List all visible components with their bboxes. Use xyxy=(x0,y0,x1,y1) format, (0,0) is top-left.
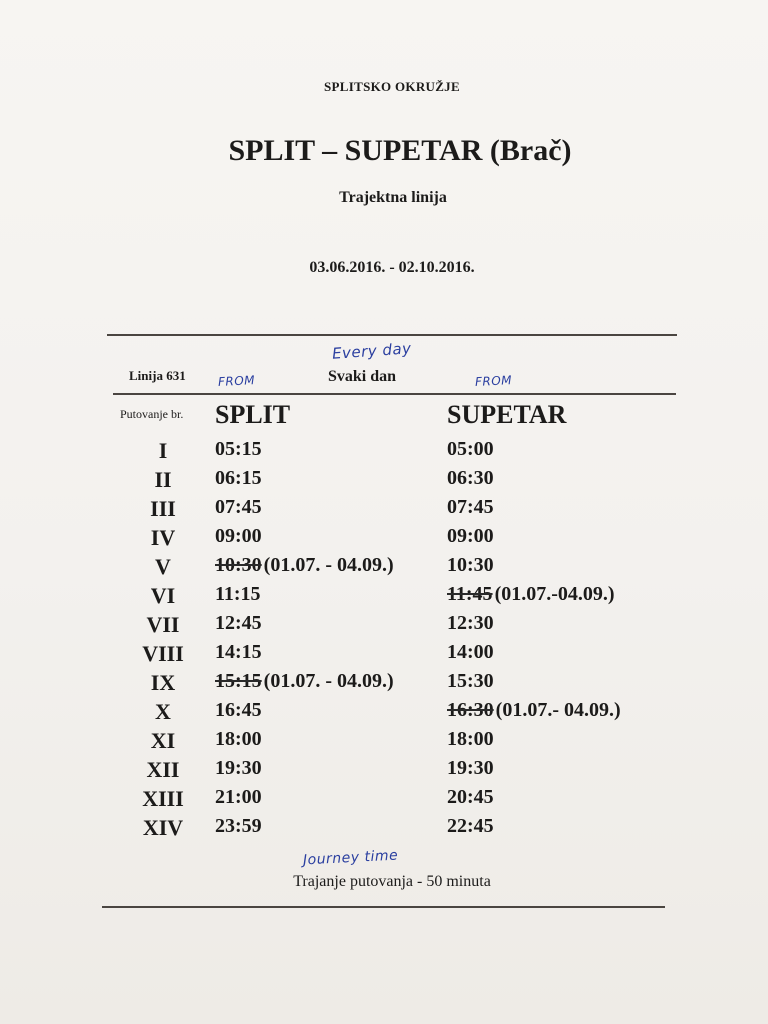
table-row xyxy=(0,496,768,525)
split-departure-cell xyxy=(215,815,262,838)
supetar-departure-time: 14:00 xyxy=(447,641,494,663)
split-departure-time: 12:45 xyxy=(215,612,262,634)
table-row xyxy=(0,438,768,467)
supetar-departure-cell xyxy=(447,815,494,838)
split-departure-time: 23:59 xyxy=(215,815,262,837)
table-row xyxy=(0,641,768,670)
split-seasonal-note: (01.07. - 04.09.) xyxy=(263,554,394,576)
departures-table xyxy=(0,438,768,844)
handwritten-from-supetar: FROM xyxy=(474,373,513,389)
table-row xyxy=(0,583,768,612)
supetar-departure-time: 22:45 xyxy=(447,815,494,837)
supetar-departure-cell xyxy=(447,641,494,664)
supetar-departure-cell xyxy=(447,583,615,606)
column-header-split: SPLIT xyxy=(215,400,291,429)
supetar-departure-time: 05:00 xyxy=(447,438,494,460)
trip-number: VIII xyxy=(142,641,184,666)
split-departure-time: 18:00 xyxy=(215,728,262,750)
supetar-departure-cell xyxy=(447,699,621,722)
supetar-departure-time: 12:30 xyxy=(447,612,494,634)
trip-number: XII xyxy=(146,757,180,782)
split-departure-time: 15:15 xyxy=(215,670,262,692)
split-departure-cell xyxy=(215,525,262,548)
supetar-departure-time: 06:30 xyxy=(447,467,494,489)
route-type: Trajektna linija xyxy=(339,189,447,206)
trip-number: XI xyxy=(150,728,176,753)
split-departure-time: 19:30 xyxy=(215,757,262,779)
table-row xyxy=(0,786,768,815)
split-departure-cell xyxy=(215,786,262,809)
table-row xyxy=(0,525,768,554)
supetar-departure-cell xyxy=(447,554,494,577)
split-departure-cell xyxy=(215,699,262,722)
split-seasonal-note: (01.07. - 04.09.) xyxy=(263,670,394,692)
trip-number: XIV xyxy=(142,815,184,840)
trip-number: V xyxy=(155,554,171,579)
split-departure-cell xyxy=(215,467,262,490)
district-heading: SPLITSKO OKRUŽJE xyxy=(324,79,460,94)
split-departure-time: 05:15 xyxy=(215,438,262,460)
split-departure-cell xyxy=(215,554,394,577)
split-departure-time: 06:15 xyxy=(215,467,262,489)
split-departure-cell xyxy=(215,612,262,635)
handwritten-journey-time: Journey time xyxy=(302,847,399,869)
table-row xyxy=(0,699,768,728)
supetar-departure-time: 07:45 xyxy=(447,496,494,518)
split-departure-time: 21:00 xyxy=(215,786,262,808)
supetar-departure-time: 16:30 xyxy=(447,699,494,721)
route-title: SPLIT – SUPETAR (Brač) xyxy=(228,134,572,167)
split-departure-time: 14:15 xyxy=(215,641,262,663)
table-row xyxy=(0,554,768,583)
split-departure-time: 10:30 xyxy=(215,554,262,576)
line-number: Linija 631 xyxy=(129,368,186,383)
bottom-divider xyxy=(102,906,665,908)
supetar-departure-cell xyxy=(447,757,494,780)
table-row xyxy=(0,757,768,786)
supetar-departure-cell xyxy=(447,728,494,751)
table-row xyxy=(0,728,768,757)
trip-number: X xyxy=(155,699,171,724)
trip-number-label: Putovanje br. xyxy=(120,407,184,421)
split-departure-time: 07:45 xyxy=(215,496,262,518)
trip-number: VII xyxy=(146,612,180,637)
trip-number: XIII xyxy=(142,786,184,811)
supetar-departure-cell xyxy=(447,438,494,461)
split-departure-cell xyxy=(215,583,261,606)
top-divider xyxy=(107,334,677,336)
table-row xyxy=(0,612,768,641)
split-departure-cell xyxy=(215,438,262,461)
split-departure-time: 11:15 xyxy=(215,583,261,605)
supetar-seasonal-note: (01.07.-04.09.) xyxy=(494,583,615,605)
split-departure-cell xyxy=(215,757,262,780)
table-row xyxy=(0,815,768,844)
split-departure-cell xyxy=(215,728,262,751)
table-row xyxy=(0,467,768,496)
supetar-departure-cell xyxy=(447,467,494,490)
split-departure-time: 16:45 xyxy=(215,699,262,721)
validity-dates: 03.06.2016. - 02.10.2016. xyxy=(309,259,475,276)
split-departure-cell xyxy=(215,496,262,519)
trip-number: I xyxy=(158,438,168,463)
trip-number: VI xyxy=(150,583,176,608)
supetar-departure-cell xyxy=(447,670,494,693)
supetar-seasonal-note: (01.07.- 04.09.) xyxy=(495,699,621,721)
split-departure-cell xyxy=(215,641,262,664)
supetar-departure-cell xyxy=(447,496,494,519)
supetar-departure-time: 20:45 xyxy=(447,786,494,808)
supetar-departure-time: 11:45 xyxy=(447,583,493,605)
supetar-departure-time: 19:30 xyxy=(447,757,494,779)
table-row xyxy=(0,670,768,699)
split-departure-cell xyxy=(215,670,394,693)
supetar-departure-time: 15:30 xyxy=(447,670,494,692)
header-divider xyxy=(113,393,676,395)
trip-number: IV xyxy=(150,525,176,550)
journey-duration: Trajanje putovanja - 50 minuta xyxy=(293,873,491,890)
supetar-departure-cell xyxy=(447,786,494,809)
supetar-departure-time: 09:00 xyxy=(447,525,494,547)
days-label: Svaki dan xyxy=(328,368,397,385)
supetar-departure-cell xyxy=(447,612,494,635)
supetar-departure-cell xyxy=(447,525,494,548)
handwritten-from-split: FROM xyxy=(217,373,256,389)
handwritten-every-day: Every day xyxy=(331,339,413,363)
column-header-supetar: SUPETAR xyxy=(447,400,567,429)
supetar-departure-time: 10:30 xyxy=(447,554,494,576)
split-departure-time: 09:00 xyxy=(215,525,262,547)
trip-number: III xyxy=(150,496,176,521)
supetar-departure-time: 18:00 xyxy=(447,728,494,750)
trip-number: IX xyxy=(150,670,176,695)
trip-number: II xyxy=(154,467,172,492)
